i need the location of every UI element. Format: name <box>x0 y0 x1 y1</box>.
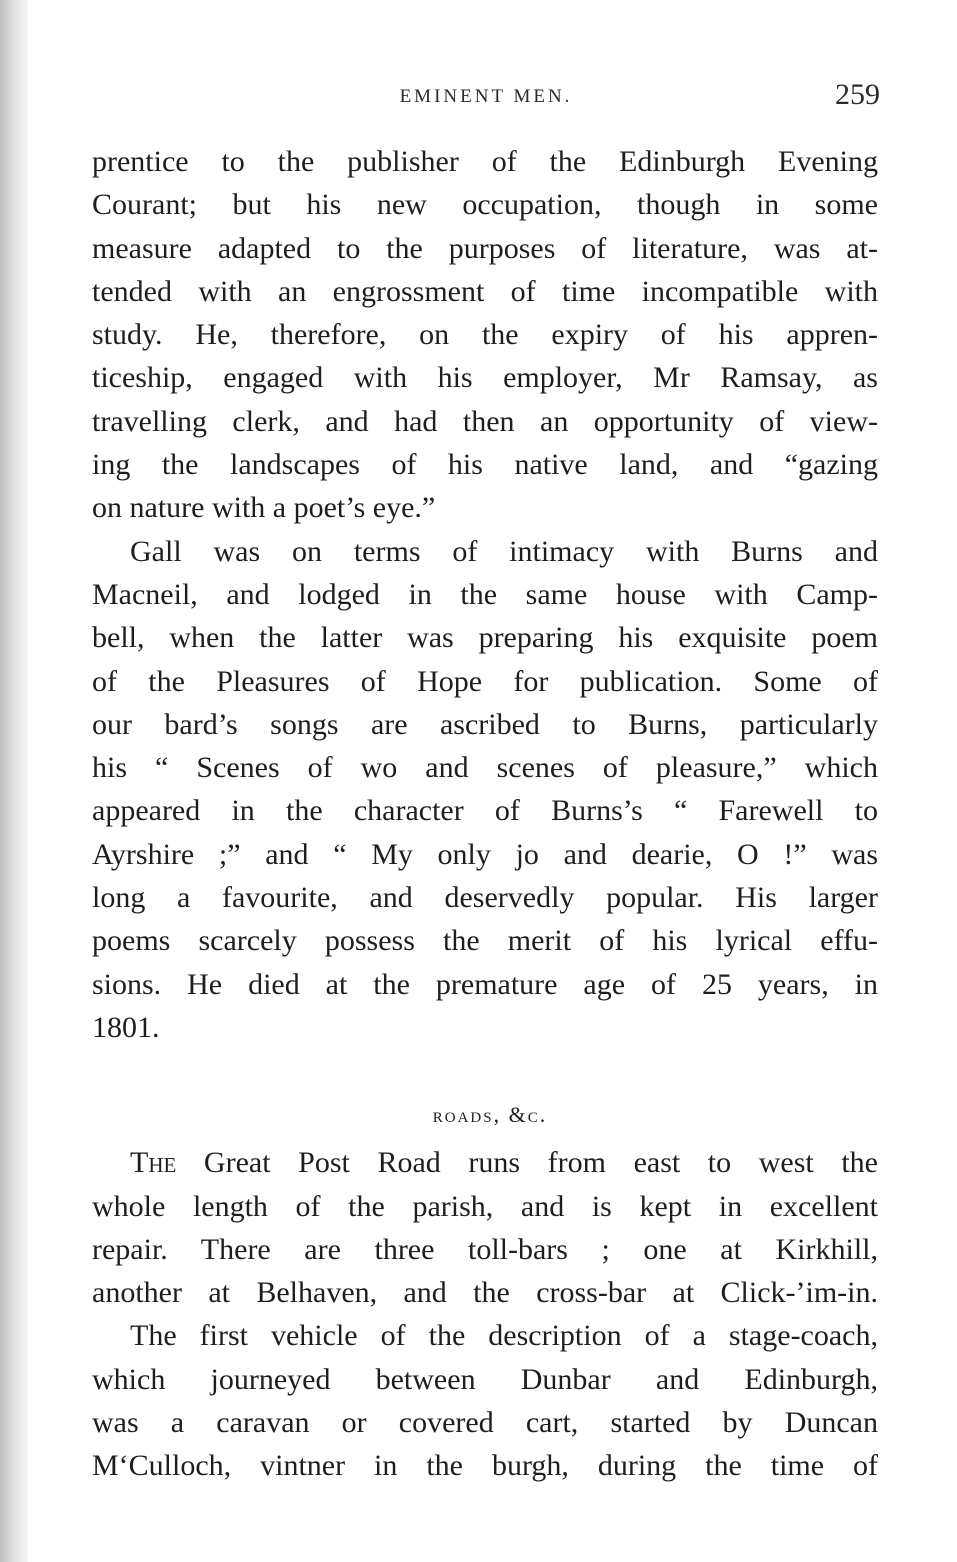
section-spacer <box>92 1049 878 1089</box>
text-line: poems scarcely possess the merit of his lyrical effu- <box>92 924 878 958</box>
text-line: was a caravan or covered cart, started by Duncan <box>92 1406 878 1440</box>
text-line: M‘Culloch, vintner in the burgh, during the time of <box>92 1449 878 1483</box>
text-line: 1801. <box>92 1010 160 1044</box>
running-title: EMINENT MEN. <box>399 86 573 107</box>
text-line: another at Belhaven, and the cross-bar at Click-’im-in. <box>92 1276 878 1310</box>
text-line: Courant; but his new occupation, though in some <box>92 188 878 222</box>
text-line: whole length of the parish, and is kept in excellent <box>92 1189 878 1223</box>
text-line: which journeyed between Dunbar and Edinburgh, <box>92 1362 878 1396</box>
text-line: prentice to the publisher of the Edinburgh Evening <box>92 145 878 178</box>
text-line: Ayrshire ;” and “ My only jo and dearie, O !” was <box>92 837 878 871</box>
text-line: repair. There are three toll-bars ; one at Kirkhill, <box>92 1232 878 1266</box>
text-line <box>92 1141 878 1184</box>
text-line: travelling clerk, and had then an opportunity of view- <box>92 404 878 438</box>
lead-word: The <box>130 1146 177 1180</box>
text-line: Macneil, and lodged in the same house with Camp- <box>92 577 878 611</box>
running-head <box>92 78 880 118</box>
text-line: appeared in the character of Burns’s “ Farewell to <box>92 794 878 828</box>
text-line: measure adapted to the purposes of literature, was at- <box>92 231 878 265</box>
section-heading: roads, &c. <box>432 1102 548 1128</box>
body-text <box>92 140 878 1488</box>
text-line: our bard’s songs are ascribed to Burns, particularly <box>92 707 878 741</box>
text-line: sions. He died at the premature age of 25 years, in <box>92 967 878 1001</box>
text-line: ing the landscapes of his native land, and “gazing <box>92 448 878 482</box>
text-line: Gall was on terms of intimacy with Burns and <box>130 534 878 568</box>
text-line: bell, when the latter was preparing his exquisite poem <box>92 621 878 655</box>
text-line: on nature with a poet’s eye.” <box>92 491 436 525</box>
text-line: The first vehicle of the description of a stage-coach, <box>130 1319 878 1353</box>
page-number: 259 <box>835 78 880 111</box>
text-line: tended with an engrossment of time incompatible with <box>92 274 878 308</box>
text-line: ticeship, engaged with his employer, Mr Ramsay, as <box>92 361 878 395</box>
text-line: study. He, therefore, on the expiry of his appren- <box>92 318 878 352</box>
text-line: of the Pleasures of Hope for publication. Some of <box>92 664 878 698</box>
text-line-rest: Great Post Road runs from east to west the <box>176 1146 878 1180</box>
text-line: his “ Scenes of wo and scenes of pleasure,” which <box>92 751 878 785</box>
text-line: long a favourite, and deservedly popular. His larger <box>92 881 878 915</box>
